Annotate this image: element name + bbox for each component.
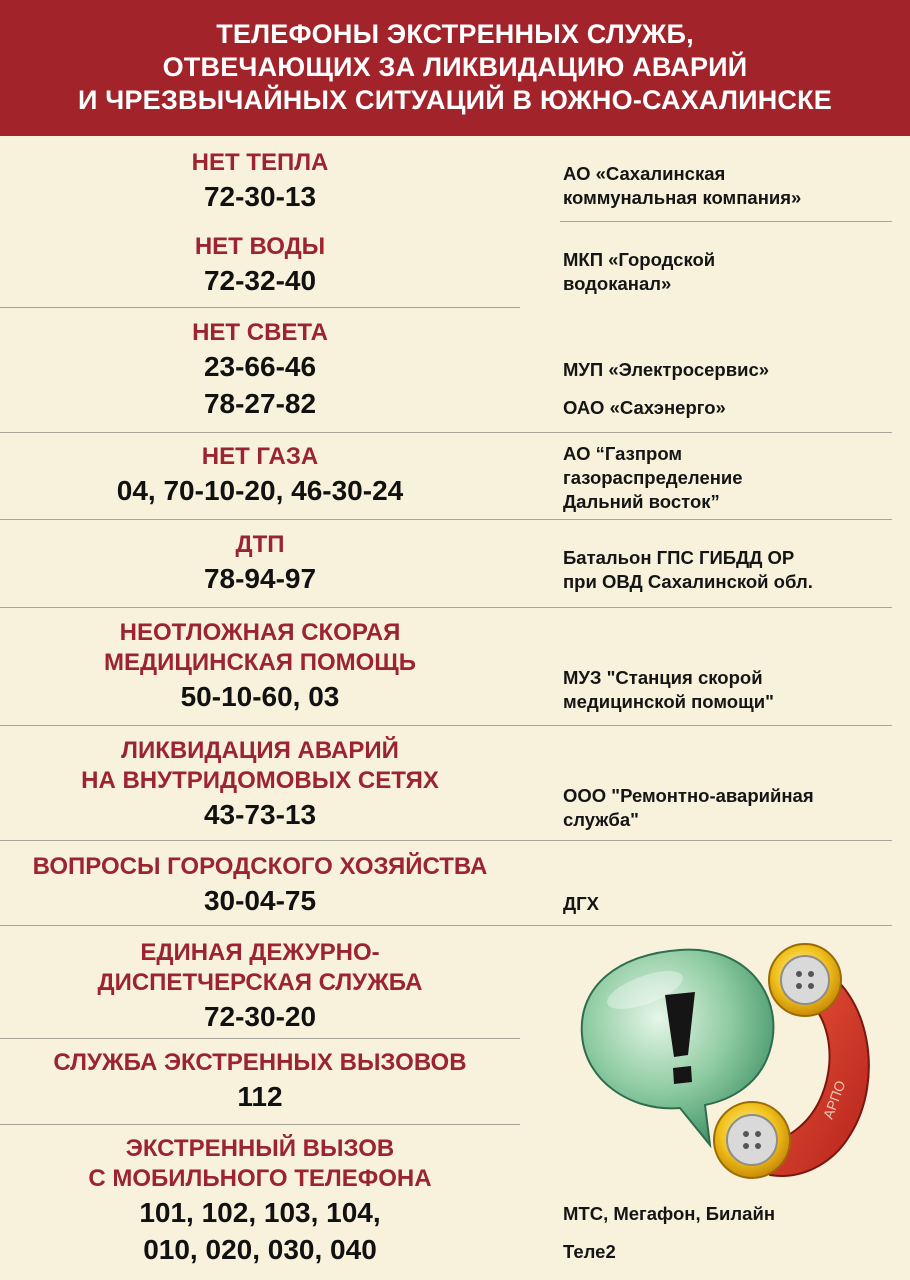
organization-line: коммунальная компания» xyxy=(563,187,802,208)
organization-line: при ОВД Сахалинской обл. xyxy=(563,571,813,592)
service-category: НЕТ СВЕТА xyxy=(192,319,328,346)
organization-line: водоканал» xyxy=(563,273,672,294)
organization-line: МКП «Городской xyxy=(563,249,716,270)
service-organization xyxy=(563,666,898,714)
service-phone: 112 xyxy=(237,1081,283,1112)
service-category: ЕДИНАЯ ДЕЖУРНО- xyxy=(140,939,380,966)
service-category: НЕОТЛОЖНАЯ СКОРАЯ xyxy=(119,619,401,646)
service-phone: 72-30-13 xyxy=(203,181,317,212)
service-row-electricity xyxy=(0,318,910,434)
service-category: НА ВНУТРИДОМОВЫХ СЕТЯХ xyxy=(81,767,439,794)
service-category: ЭКСТРЕННЫЙ ВЫЗОВ xyxy=(125,1135,395,1162)
organization-line: МТС, Мегафон, Билайн xyxy=(563,1203,776,1224)
organization-line: медицинской помощи" xyxy=(563,691,774,712)
row-divider xyxy=(560,221,892,222)
header-line: ТЕЛЕФОНЫ ЭКСТРЕННЫХ СЛУЖБ, xyxy=(216,19,694,49)
svg-text:АРПО: АРПО xyxy=(819,1078,849,1122)
row-divider xyxy=(0,1124,520,1125)
service-category: С МОБИЛЬНОГО ТЕЛЕФОНА xyxy=(88,1165,432,1192)
service-category: ДИСПЕТЧЕРСКАЯ СЛУЖБА xyxy=(97,969,423,996)
service-phone: 50-10-60, 03 xyxy=(180,681,340,712)
service-row-water xyxy=(0,232,910,310)
service-phone: 04, 70-10-20, 46-30-24 xyxy=(116,475,404,506)
organization-line: ОАО «Сахэнерго» xyxy=(563,397,726,418)
row-divider xyxy=(0,607,892,608)
organization-line: Батальон ГПС ГИБДД ОР xyxy=(563,547,795,568)
service-phone: 72-32-40 xyxy=(203,265,317,296)
service-phone: 43-73-13 xyxy=(203,799,317,830)
service-organization xyxy=(563,1202,898,1264)
organization-line: МУЗ "Станция скорой xyxy=(563,667,763,688)
service-phone: 101, 102, 103, 104, xyxy=(139,1197,381,1228)
organization-line: ООО "Ремонтно-аварийная xyxy=(563,785,814,806)
row-divider xyxy=(0,725,892,726)
organization-line: МУП «Электросервис» xyxy=(563,359,770,380)
service-category: НЕТ ВОДЫ xyxy=(194,233,326,260)
service-row-in-house-networks xyxy=(0,736,910,844)
service-organization xyxy=(563,358,898,420)
service-phone: 72-30-20 xyxy=(203,1001,317,1032)
service-organization xyxy=(563,442,898,514)
service-category: СЛУЖБА ЭКСТРЕННЫХ ВЫЗОВОВ xyxy=(53,1049,467,1076)
service-organization xyxy=(563,248,898,296)
organization-line: служба" xyxy=(563,809,639,830)
row-divider xyxy=(0,307,520,308)
emergency-phone-handset-icon xyxy=(570,930,900,1200)
service-phone: 78-27-82 xyxy=(203,388,317,419)
service-phone: 23-66-46 xyxy=(203,351,317,382)
organization-line: Дальний восток” xyxy=(563,491,720,512)
service-phone: 78-94-97 xyxy=(203,563,317,594)
service-row-gas xyxy=(0,442,910,518)
organization-line: АО “Газпром xyxy=(563,443,683,464)
organization-line: газораспределение xyxy=(563,467,743,488)
organization-line: АО «Сахалинская xyxy=(563,163,726,184)
service-phone: 30-04-75 xyxy=(203,885,317,916)
service-row-ambulance xyxy=(0,618,910,726)
organization-line: ДГХ xyxy=(563,893,600,914)
service-phone: 010, 020, 030, 040 xyxy=(143,1234,377,1265)
row-divider xyxy=(0,925,892,926)
service-row-traffic-accident xyxy=(0,530,910,608)
row-divider xyxy=(0,840,892,841)
service-organization xyxy=(563,546,898,594)
service-category: ДТП xyxy=(235,531,285,558)
service-category: НЕТ ГАЗА xyxy=(201,443,319,470)
service-organization xyxy=(563,784,898,832)
organization-line: Теле2 xyxy=(563,1241,616,1262)
service-row-heat xyxy=(0,148,910,222)
service-category: ВОПРОСЫ ГОРОДСКОГО ХОЗЯЙСТВА xyxy=(32,853,488,880)
service-category: НЕТ ТЕПЛА xyxy=(191,149,329,176)
row-divider xyxy=(0,519,892,520)
header-line: ОТВЕЧАЮЩИХ ЗА ЛИКВИДАЦИЮ АВАРИЙ xyxy=(162,52,748,82)
service-category: МЕДИЦИНСКАЯ ПОМОЩЬ xyxy=(104,649,416,676)
service-category: ЛИКВИДАЦИЯ АВАРИЙ xyxy=(121,737,399,764)
header-line: И ЧРЕЗВЫЧАЙНЫХ СИТУАЦИЙ В ЮЖНО-САХАЛИНСКЕ xyxy=(77,85,833,115)
page-header xyxy=(0,0,910,136)
row-divider xyxy=(0,1038,520,1039)
service-row-city-economy xyxy=(0,852,910,928)
service-organization xyxy=(563,892,898,916)
service-organization xyxy=(563,162,898,210)
row-divider xyxy=(0,432,892,433)
